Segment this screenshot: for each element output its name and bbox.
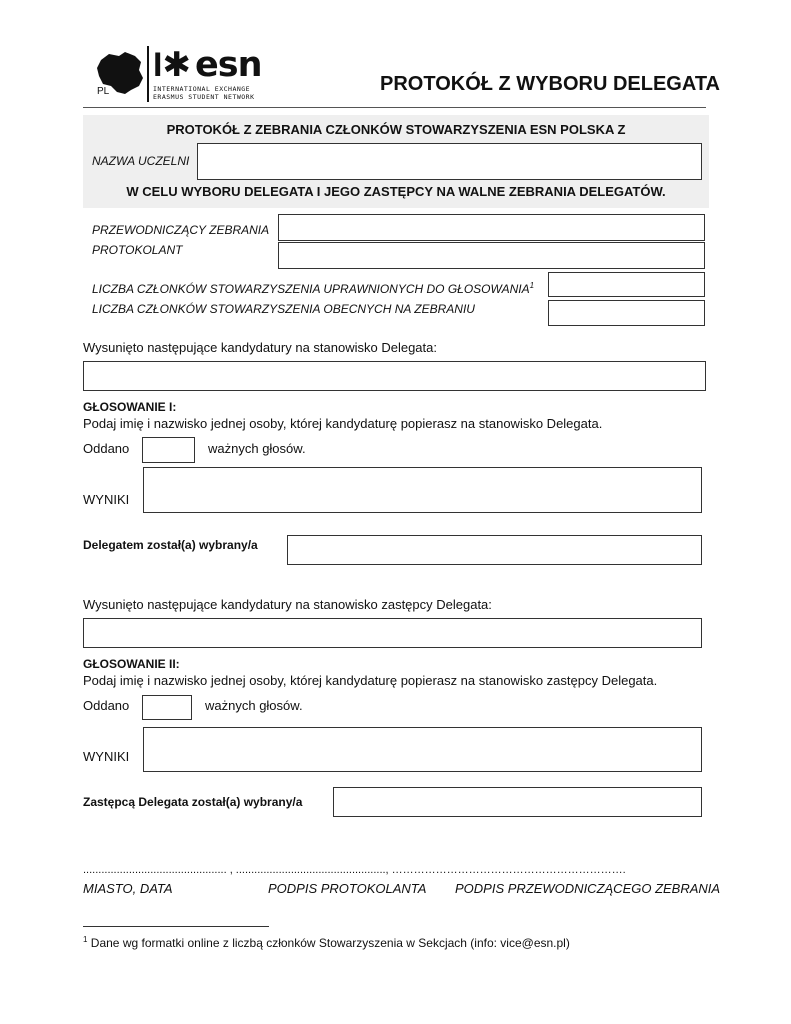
recorder-signature-label: PODPIS PROTOKOLANTA: [268, 881, 427, 896]
place-date-label: MIASTO, DATA: [83, 881, 173, 896]
university-label: NAZWA UCZELNI: [92, 154, 190, 168]
chair-label: PRZEWODNICZĄCY ZEBRANIA: [92, 223, 270, 237]
vote2-heading: GŁOSOWANIE II:: [83, 657, 180, 671]
chair-input[interactable]: [278, 214, 705, 241]
section-header-line2: W CELU WYBORU DELEGATA I JEGO ZASTĘPCY NA WALNE ZEBRANIA DELEGATÓW.: [126, 184, 666, 199]
vote1-results-input[interactable]: [143, 467, 702, 513]
vote1-cast-input[interactable]: [142, 437, 195, 463]
footnote-rule: [83, 926, 269, 927]
page-title: PROTOKÓŁ Z WYBORU DELEGATA: [380, 73, 720, 95]
vote2-valid-label: ważnych głosów.: [205, 698, 303, 713]
vote1-elected-input[interactable]: [287, 535, 702, 565]
recorder-label: PROTOKOLANT: [92, 243, 183, 257]
vote2-instruction: Podaj imię i nazwisko jednej osoby, której kandydaturę popierasz na stanowisko zastępcy Delegata.: [83, 673, 658, 688]
vote2-candidates-label: Wysunięto następujące kandydatury na stanowisko zastępcy Delegata:: [83, 597, 492, 612]
section-header-line1: PROTOKÓŁ Z ZEBRANIA CZŁONKÓW STOWARZYSZENIA ESN POLSKA Z: [166, 122, 626, 137]
footnote-ref: 1: [529, 281, 535, 290]
vote2-cast-input[interactable]: [142, 695, 192, 720]
members-eligible-input[interactable]: [548, 272, 705, 297]
header-rule: [83, 107, 706, 108]
vote1-candidates-label: Wysunięto następujące kandydatury na stanowisko Delegata:: [83, 340, 437, 355]
vote1-heading: GŁOSOWANIE I:: [83, 400, 177, 414]
vote1-valid-label: ważnych głosów.: [208, 441, 306, 456]
logo-mark-icon: I✱: [153, 46, 191, 84]
footnote: [83, 935, 570, 950]
members-eligible-text: LICZBA CZŁONKÓW STOWARZYSZENIA UPRAWNIONYCH DO GŁOSOWANIA: [92, 282, 530, 296]
esn-logo: [95, 44, 265, 104]
footnote-text: Dane wg formatki online z liczbą członków Stowarzyszenia w Sekcjach (info: vice@esn.pl): [90, 936, 570, 950]
members-eligible-label: [92, 281, 534, 296]
chair-signature-label: PODPIS PRZEWODNICZĄCEGO ZEBRANIA: [455, 881, 721, 896]
vote2-cast-label: Oddano: [83, 698, 130, 713]
signature-dots: ............................................... , ................................................., ……………………………………………………….: [83, 864, 626, 876]
vote1-cast-label: Oddano: [83, 441, 130, 456]
members-present-label: LICZBA CZŁONKÓW STOWARZYSZENIA OBECNYCH NA ZEBRANIU: [92, 302, 475, 316]
vote2-results-input[interactable]: [143, 727, 702, 772]
logo-country: PL: [97, 86, 110, 97]
recorder-input[interactable]: [278, 242, 705, 269]
vote1-results-label: WYNIKI: [83, 492, 130, 507]
footnote-number: 1: [83, 935, 88, 944]
logo-line2: ERASMUS STUDENT NETWORK: [153, 93, 255, 101]
logo-brand: esn: [195, 45, 262, 85]
vote2-elected-label: Zastępcą Delegata został(a) wybrany/a: [83, 795, 303, 809]
members-present-input[interactable]: [548, 300, 705, 326]
logo-line1: INTERNATIONAL EXCHANGE: [153, 85, 251, 93]
vote2-elected-input[interactable]: [333, 787, 702, 817]
vote2-results-label: WYNIKI: [83, 749, 130, 764]
vote1-instruction: Podaj imię i nazwisko jednej osoby, której kandydaturę popierasz na stanowisko Delegata.: [83, 416, 603, 431]
logo-divider: [147, 46, 149, 102]
vote1-candidates-input[interactable]: [83, 361, 706, 391]
university-input[interactable]: [197, 143, 702, 180]
vote2-candidates-input[interactable]: [83, 618, 702, 648]
vote1-elected-label: Delegatem został(a) wybrany/a: [83, 538, 258, 552]
